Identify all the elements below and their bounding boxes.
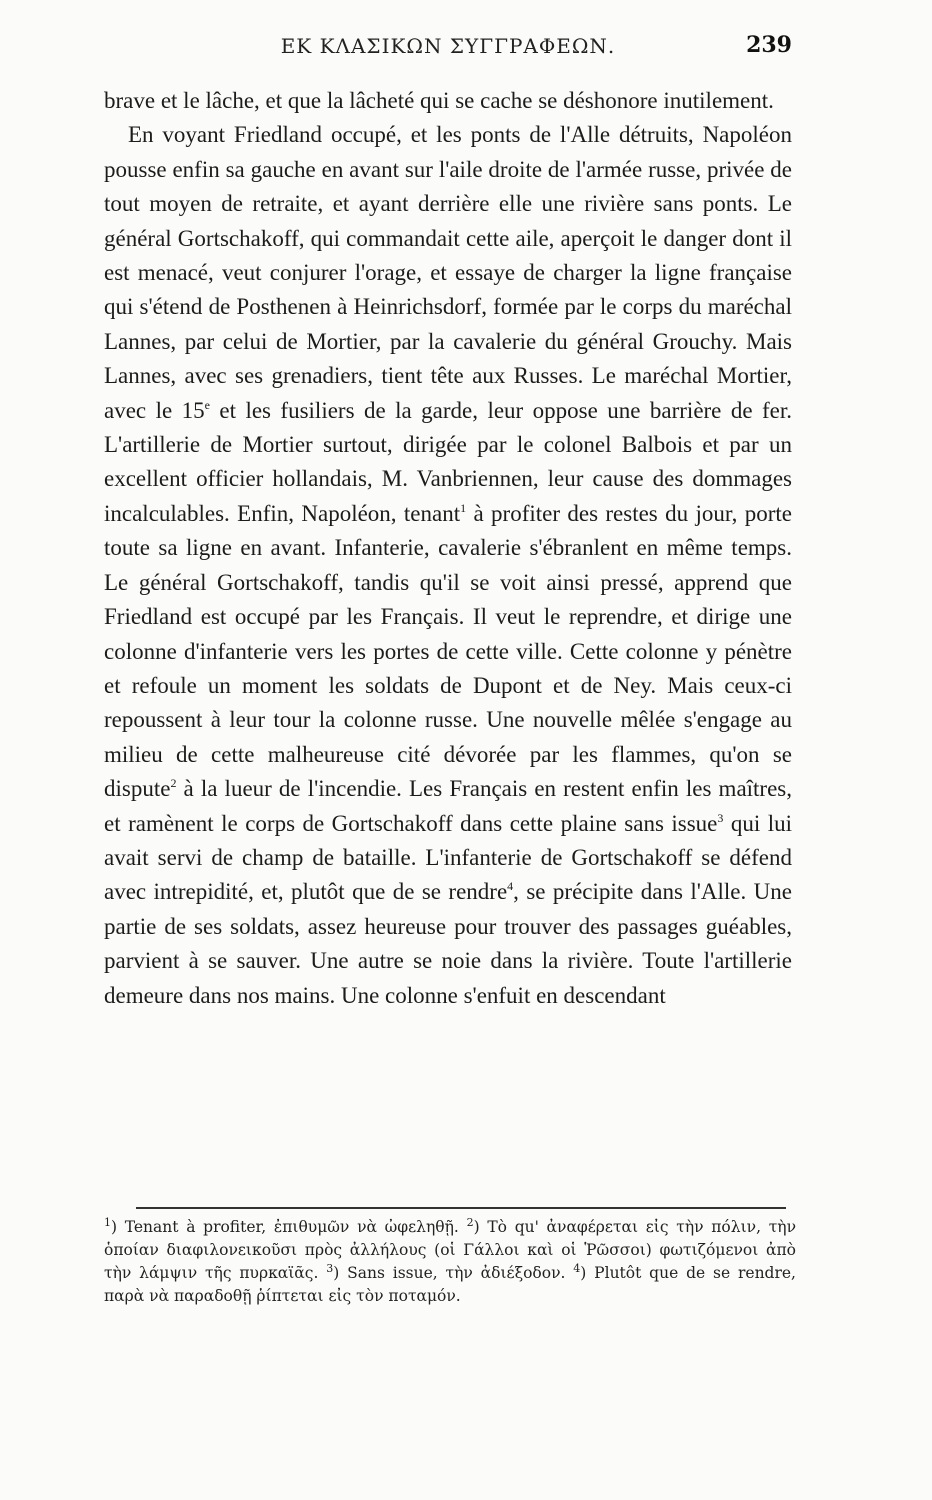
footnotes (104, 1216, 796, 1308)
paragraph-1: brave et le lâche, et que la lâcheté qui se cache se déshonore inutilement. (104, 88, 774, 113)
footnote-4-number: 4 (573, 1262, 581, 1275)
paragraph-2-part-d: à la lueur de l'incendie. Les Français en restent enfin les maîtres, et ramènent le corps de Gortschakoff dans cette plaine sans issue (104, 776, 792, 836)
page-number: 239 (746, 32, 792, 58)
body-text (104, 84, 792, 1013)
footnote-3-text: ) Sans issue, τὴν ἀδιέξοδον. (333, 1264, 566, 1282)
footnote-1-number: 1 (104, 1216, 111, 1229)
paragraph-2-part-c: à profiter des restes du jour, porte toute sa ligne en avant. Infanterie, cavalerie s'ébranlent en même temps. Le général Gortschakoff, tandis qu'il se voit ainsi pressé, apprend que Friedland est occupé par les Français. Il veut le reprendre, et dirige une colonne d'infanterie vers les portes de cette ville. Cette colonne y pénètre et refoule un moment les soldats de Dupont et de Ney. Mais ceux-ci repoussent à leur tour la colonne russe. Une nouvelle mêlée s'engage au milieu de cette malheureuse cité dévorée par les flammes, qu'on se dispute (104, 500, 792, 802)
running-head (104, 34, 792, 64)
footnote-ref-4: 4 (507, 879, 514, 894)
running-title: ΕΚ ΚΛΑΣΙΚΩΝ ΣΥΓΓΡΑΦΕΩΝ. (280, 34, 616, 58)
footnote-ref-2: 2 (170, 776, 177, 791)
footnote-2-number: 2 (466, 1216, 474, 1229)
footnote-2-text: ) Τὸ qu' ἀναφέρεται εἰς τὴν πόλιν, τὴν ὁποίαν διαφιλονεικοῦσι πρὸς ἀλλήλους (οἱ Γάλλοι καὶ οἱ Ῥῶσσοι) φωτιζόμενοι ἀπὸ τὴν λάμψιν τῆς πυρκαϊᾶς. (104, 1218, 797, 1282)
paragraph-2-part-e: qui lui avait servi de champ de bataille. L'infanterie de Gortschakoff se défend avec intrepidité, et, plutôt que de se rendre (104, 810, 793, 905)
footnote-ref-1: 1 (460, 500, 467, 515)
footnote-3-number: 3 (326, 1262, 334, 1275)
paragraph-2 (104, 118, 792, 1013)
paragraph-2-part-f: , se précipite dans l'Alle. Une partie de ses soldats, assez heureuse pour trouver des passages guéables, parvient à se sauver. Une autre se noie dans la rivière. Toute l'artillerie demeure dans nos mains. Une colonne s'enfuit en descendant (104, 879, 792, 1008)
footnote-4-text: ) Plutôt que de se rendre, παρὰ νὰ παραδοθῇ ῥίπτεται εἰς τὸν ποταμόν. (104, 1264, 796, 1305)
footnote-ref-3: 3 (717, 810, 724, 825)
paragraph-2-part-b: et les fusiliers de la garde, leur oppose une barrière de fer. L'artillerie de Mortier surtout, dirigée par le colonel Balbois et par un excellent officier hollandais, M. Vanbriennen, leur cause des dommages incalculables. Enfin, Napoléon, tenant (104, 397, 792, 526)
footnote-rule (136, 1207, 786, 1209)
paragraph-2-part-a: En voyant Friedland occupé, et les ponts de l'Alle détruits, Napoléon pousse enfin sa gauche en avant sur l'aile droite de l'armée russe, privée de tout moyen de retraite, et ayant derrière elle une rivière sans ponts. Le général Gortschakoff, qui commandait cette aile, aperçoit le danger dont il est menacé, veut conjurer l'orage, et essaye de charger la ligne française qui s'étend de Posthenen à Heinrichsdorf, formée par le corps du maréchal Lannes, par celui de Mortier, par la cavalerie du général Grouchy. Mais Lannes, avec ses grenadiers, tient tête aux Russes. Le maréchal Mortier, avec le 15 (104, 122, 792, 423)
superscript-e: e (204, 397, 210, 412)
footnote-1-text: ) Tenant à profiter, ἐπιθυμῶν νὰ ὠφεληθῇ. (111, 1218, 459, 1236)
